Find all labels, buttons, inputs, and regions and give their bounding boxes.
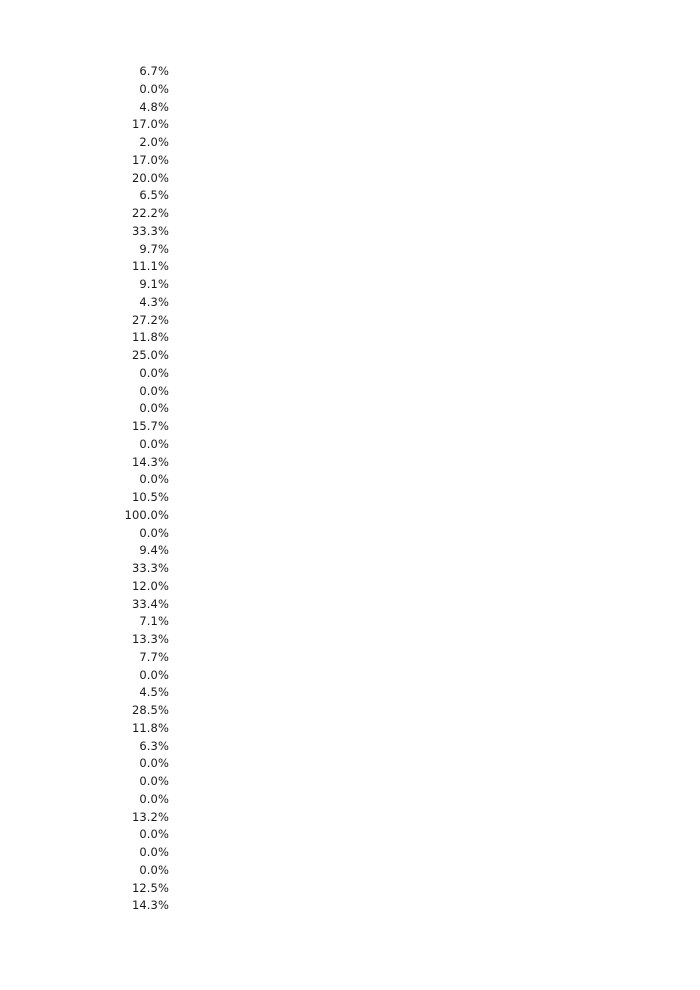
value-cell: 6.7% [139,64,169,78]
value-cell: 2.0% [139,135,169,149]
value-cell: 9.4% [139,543,169,558]
percentage-value-list [0,63,169,915]
value-cell: 28.5% [131,703,169,717]
value-cell: 0.0% [139,667,169,682]
value-cell: 17.0% [131,152,169,167]
value-cell: 0.0% [139,81,169,96]
value-cell: 0.0% [139,756,169,771]
value-cell: 14.3% [131,454,169,469]
value-cell: 14.3% [131,898,169,913]
value-cell: 22.2% [131,206,169,220]
value-cell: 7.1% [139,614,169,629]
value-cell: 20.0% [131,170,169,185]
value-cell: 12.5% [131,880,169,895]
value-cell: 25.0% [131,348,169,362]
value-cell: 0.0% [139,365,169,380]
value-cell: 0.0% [139,827,169,842]
value-cell: 10.5% [131,490,169,504]
value-cell: 12.0% [131,578,169,593]
value-cell: 0.0% [139,791,169,806]
value-cell: 4.8% [139,99,169,114]
value-cell: 0.0% [139,383,169,398]
value-cell: 4.3% [139,294,169,309]
value-cell: 33.3% [131,223,169,238]
value-cell: 0.0% [139,525,169,540]
value-cell: 6.5% [139,188,169,203]
value-cell: 0.0% [139,862,169,877]
value-cell: 0.0% [139,401,169,416]
value-cell: 9.1% [139,277,169,291]
value-cell: 33.3% [131,561,169,575]
value-cell: 6.3% [139,738,169,753]
value-cell: 27.2% [131,312,169,327]
value-cell: 11.8% [131,330,169,345]
value-cell: 13.3% [131,632,169,646]
value-cell: 15.7% [131,419,169,433]
value-cell: 0.0% [139,436,169,451]
value-cell: 13.2% [131,809,169,824]
value-cell: 4.5% [139,685,169,700]
value-cell: 7.7% [139,649,169,664]
value-cell: 0.0% [139,472,169,487]
value-cell: 0.0% [139,774,169,788]
value-cell: 11.1% [131,259,169,274]
value-cell: 0.0% [139,845,169,859]
value-cell: 100.0% [124,507,169,522]
value-cell: 33.4% [131,596,169,611]
value-cell: 9.7% [139,241,169,256]
value-cell: 17.0% [131,117,169,132]
value-cell: 11.8% [131,720,169,735]
